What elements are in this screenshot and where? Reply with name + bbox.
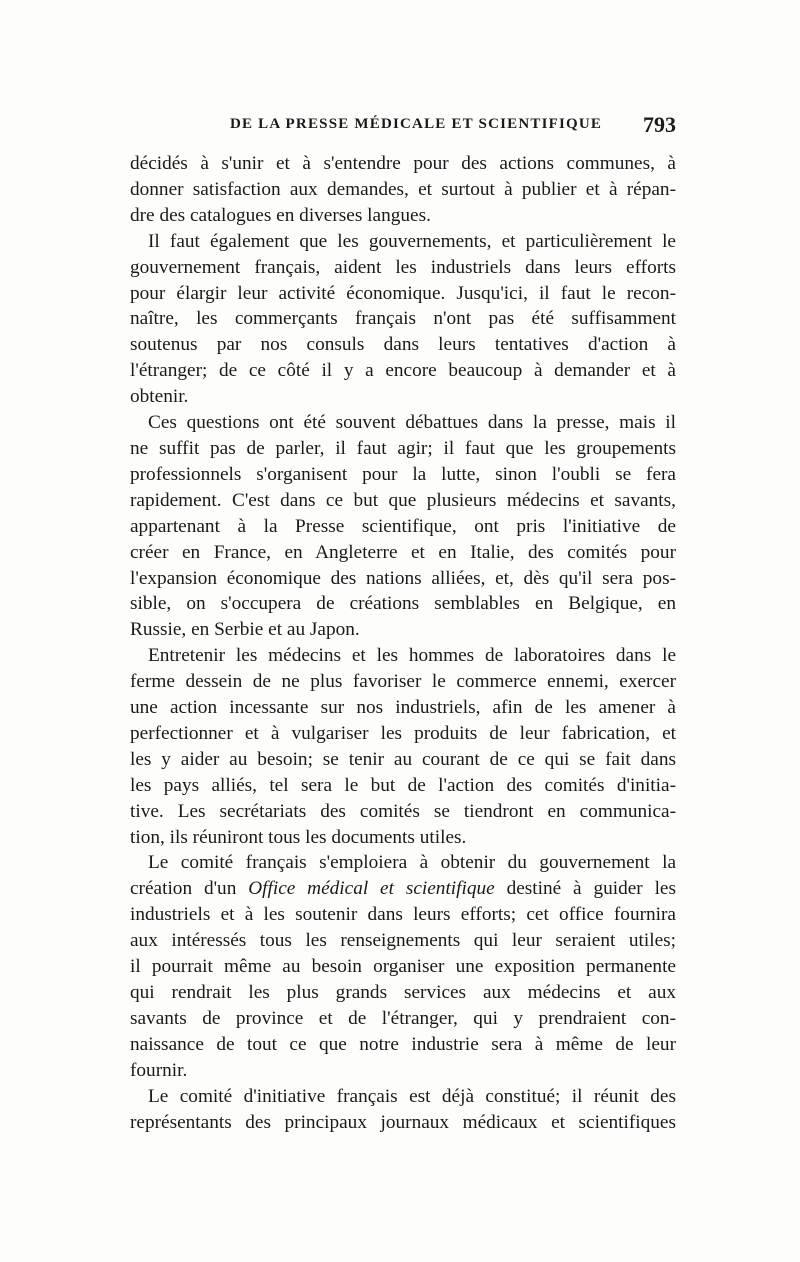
text-line: ne suffit pas de parler, il faut agir; il faut que les groupements (130, 437, 676, 459)
paragraph-1 (130, 151, 676, 229)
text-line: qui rendrait les plus grands services aux médecins et aux (130, 982, 676, 1003)
text-line: représentants des principaux journaux médicaux et scientifiques (130, 1111, 676, 1133)
text-line: professionnels s'organisent pour la lutte, sinon l'oubli se fera (130, 463, 676, 485)
text-line: l'expansion économique des nations alliées, et, dès qu'il sera pos- (130, 567, 676, 589)
text-line: obtenir. (130, 386, 189, 408)
text-line: ferme dessein de ne plus favoriser le commerce ennemi, exercer (130, 671, 676, 693)
text-line: savants de province et de l'étranger, qui y prendraient con- (130, 1007, 676, 1029)
text-line: industriels et à les soutenir dans leurs efforts; cet office fournira (130, 904, 676, 926)
text-line: naître, les commerçants français n'ont pas été suffisamment (130, 308, 676, 330)
text-line: Le comité d'initiative français est déjà constitué; il réunit des (148, 1085, 676, 1107)
text-line: pour élargir leur activité économique. Jusqu'ici, il faut le recon- (130, 282, 676, 304)
paragraph-3 (130, 410, 676, 643)
text-line: décidés à s'unir et à s'entendre pour des actions communes, à (130, 153, 676, 174)
running-header (130, 112, 676, 142)
text-line: soutenus par nos consuls dans leurs tentatives d'action à (130, 334, 676, 356)
text-line: il pourrait même au besoin organiser une exposition permanente (130, 956, 676, 978)
text-line: aux intéressés tous les renseignements qui leur seraient utiles; (130, 930, 676, 952)
text-line: rapidement. C'est dans ce but que plusieurs médecins et savants, (130, 489, 676, 511)
text-line: donner satisfaction aux demandes, et surtout à publier et à répan- (130, 178, 676, 200)
text-line: fournir. (130, 1059, 188, 1081)
page-number: 793 (643, 112, 676, 137)
text-line: Il faut également que les gouvernements, et particulièrement le (148, 230, 676, 252)
text-line: gouvernement français, aident les industriels dans leurs efforts (130, 256, 676, 278)
text-line: perfectionner et à vulgariser les produits de leur fabrication, et (130, 722, 676, 744)
text-line: Ces questions ont été souvent débattues dans la presse, mais il (148, 412, 676, 434)
text-line: une action incessante sur nos industriels, afin de les amener à (130, 697, 676, 719)
paragraph-4 (130, 643, 676, 850)
text-line: l'étranger; de ce côté il y a encore beaucoup à demander et à (130, 360, 676, 382)
paragraph-2 (130, 229, 676, 410)
text-line: tion, ils réuniront tous les documents utiles. (130, 826, 467, 848)
text-line: dre des catalogues en diverses langues. (130, 204, 431, 226)
text-line-with-italic (130, 876, 676, 902)
body-text (130, 151, 676, 1135)
office-title-italic: Office médical et scientifique (248, 878, 495, 900)
text-line: les pays alliés, tel sera le but de l'action des comités d'initia- (130, 774, 676, 796)
paragraph-5 (130, 850, 676, 1083)
text-line: tive. Les secrétariats des comités se tiendront en communica- (130, 800, 676, 822)
text-line: Russie, en Serbie et au Japon. (130, 619, 360, 641)
text-line: Entretenir les médecins et les hommes de laboratoires dans le (148, 645, 676, 667)
text-line: créer en France, en Angleterre et en Italie, des comités pour (130, 541, 676, 563)
text-run: création d'un (130, 878, 249, 900)
paragraph-6 (130, 1084, 676, 1136)
text-line: les y aider au besoin; se tenir au courant de ce qui se fait dans (130, 748, 676, 770)
text-line: appartenant à la Presse scientifique, ont pris l'initiative de (130, 515, 676, 537)
running-title: DE LA PRESSE MÉDICALE ET SCIENTIFIQUE (230, 116, 603, 132)
text-line: sible, on s'occupera de créations semblables en Belgique, en (130, 593, 676, 615)
text-line: naissance de tout ce que notre industrie sera à même de leur (130, 1033, 676, 1055)
text-line: Le comité français s'emploiera à obtenir du gouvernement la (148, 852, 676, 874)
text-run: destiné à guider les (494, 878, 676, 900)
